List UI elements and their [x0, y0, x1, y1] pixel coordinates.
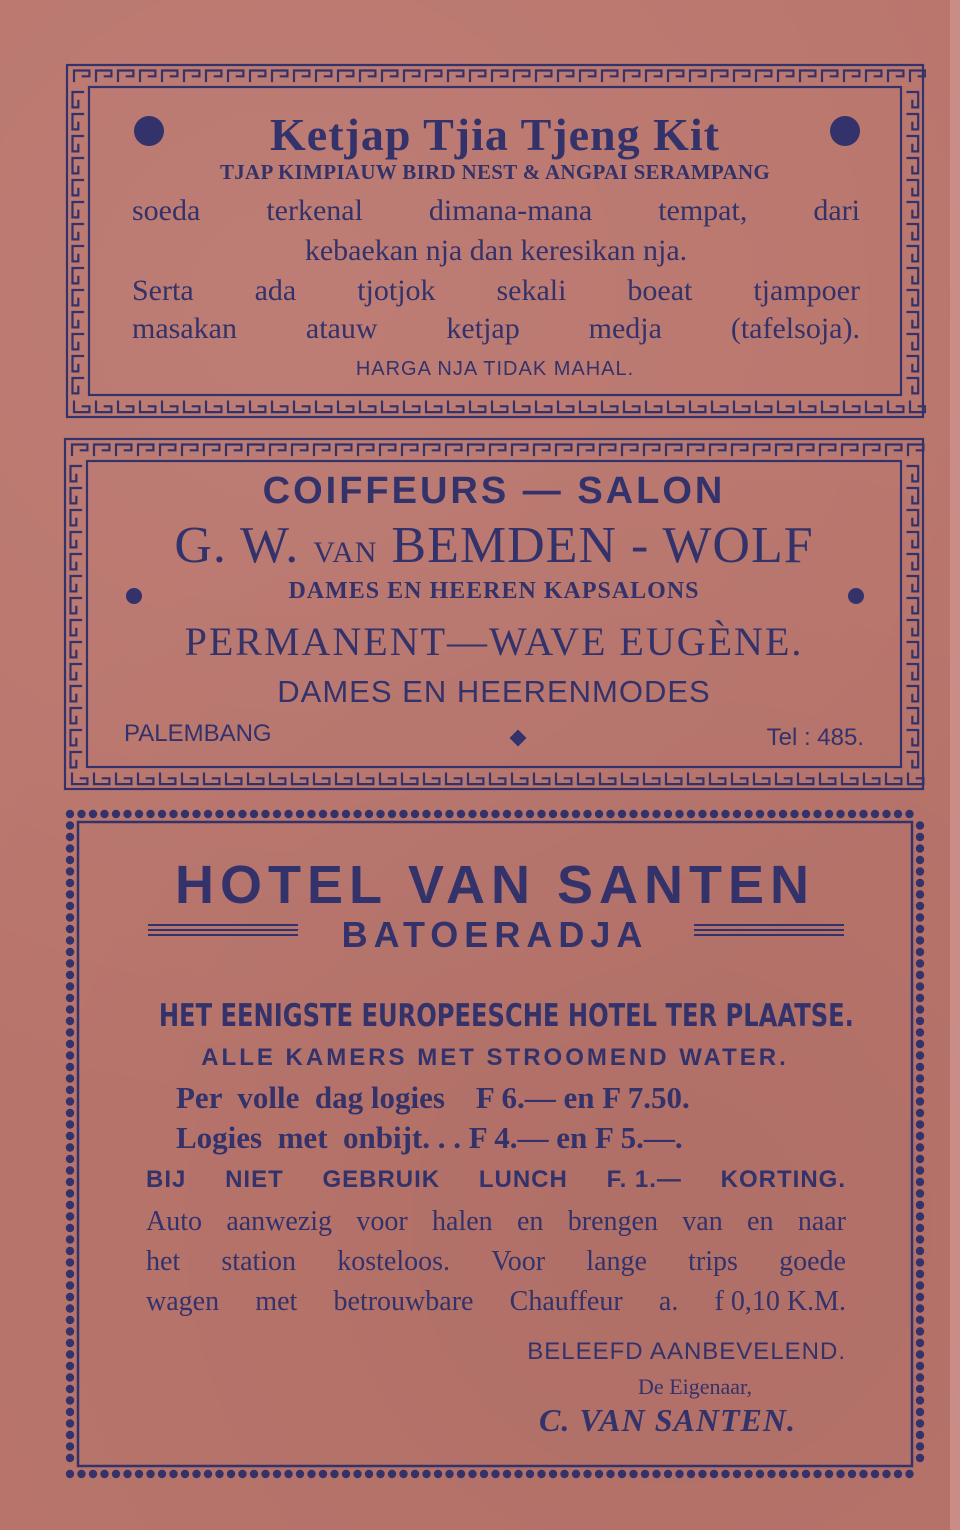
word: brengen [567, 1206, 658, 1237]
word: dari [813, 194, 860, 227]
word: voor [356, 1206, 408, 1237]
hotel-rooms: ALLE KAMERS MET STROOMEND WATER. [201, 1044, 789, 1071]
word: ada [254, 274, 297, 307]
salon-permanent-wave: PERMANENT—WAVE EUGÈNE. [184, 619, 804, 664]
word: en [747, 1206, 774, 1237]
word: atauw [305, 312, 378, 345]
ketjap-line-3 [132, 274, 860, 308]
word: lange [586, 1246, 647, 1277]
salon-telephone: Tel : 485. [766, 724, 864, 751]
word: terkenal [266, 194, 363, 227]
word: station [221, 1246, 297, 1277]
word: GEBRUIK [322, 1166, 441, 1193]
hotel-owner-label: De Eigenaar, [638, 1374, 752, 1399]
word: soeda [132, 194, 201, 227]
salon-owner-name [62, 516, 926, 575]
word: tjampoer [753, 274, 860, 307]
ketjap-line-1 [132, 194, 860, 228]
salon-city: PALEMBANG [124, 720, 272, 747]
hotel-advertisement [64, 808, 926, 1480]
hotel-signature: C. VAN SANTEN. [538, 1402, 796, 1438]
salon-heading: COIFFEURS — SALON [262, 470, 726, 512]
word: Voor [491, 1246, 546, 1277]
ketjap-line-4 [132, 312, 860, 346]
word: LUNCH [478, 1166, 568, 1193]
word: met [255, 1286, 298, 1317]
word: tjotjok [357, 274, 436, 307]
hotel-town: BATOERADJA [341, 914, 649, 955]
hotel-title: HOTEL VAN SANTEN [174, 855, 816, 915]
double-rule [694, 924, 844, 938]
word: goede [779, 1246, 846, 1277]
ketjap-price-note: HARGA NJA TIDAK MAHAL. [355, 358, 635, 380]
word: wagen [146, 1286, 220, 1317]
salon-modes: DAMES EN HEERENMODES [277, 674, 711, 709]
word: trips [688, 1246, 738, 1277]
word: KORTING. [720, 1166, 846, 1193]
word: dimana-mana [428, 194, 593, 227]
word: kosteloos. [337, 1246, 451, 1277]
page-edge [950, 0, 960, 1530]
word: tempat, [658, 194, 748, 227]
word: betrouwbare [333, 1286, 474, 1317]
word: ketjap [446, 312, 520, 345]
word: van [682, 1206, 723, 1237]
hotel-day-price: Per volle dag logies F 6.— en F 7.50. [176, 1080, 690, 1115]
salon-subtitle: DAMES EN HEEREN KAPSALONS [288, 578, 700, 604]
hotel-claim: HET EENIGSTE EUROPEESCHE HOTEL TER PLAATSE. [158, 998, 854, 1034]
line-text: kebaekan nja dan keresikan nja. [304, 234, 688, 267]
word: masakan [132, 312, 237, 345]
word: aanwezig [226, 1206, 333, 1237]
name-part: BEMDEN - WOLF [391, 517, 814, 574]
word: boeat [627, 274, 693, 307]
word: Chauffeur [509, 1286, 623, 1317]
hotel-breakfast-price: Logies met onbijt. . . F 4.— en F 5.—. [176, 1120, 683, 1155]
name-part: G. W. [174, 517, 300, 574]
ketjap-line-2 [132, 234, 860, 268]
word: F. 1.— [606, 1166, 682, 1193]
word: Auto [146, 1206, 202, 1237]
hotel-transport-line-3 [146, 1286, 846, 1318]
word: NIET [225, 1166, 284, 1193]
ketjap-advertisement [64, 62, 926, 420]
ketjap-title: Ketjap Tjia Tjeng Kit [270, 109, 720, 160]
ketjap-subtitle: TJAP KIMPIAUW BIRD NEST & ANGPAI SERAMPANG [219, 160, 771, 184]
word: BIJ [146, 1166, 187, 1193]
word: (tafelsoja). [730, 312, 860, 345]
word: halen [432, 1206, 493, 1237]
word: Serta [132, 274, 194, 307]
word: a. [658, 1286, 679, 1317]
hotel-transport-line-1 [146, 1206, 846, 1238]
coiffeur-advertisement [62, 436, 926, 792]
word: naar [797, 1206, 846, 1237]
word: medja [588, 312, 662, 345]
word: sekali [496, 274, 567, 307]
hotel-transport-line-2 [146, 1246, 846, 1278]
word: f 0,10 K.M. [714, 1286, 846, 1317]
word: het [146, 1246, 181, 1277]
hotel-lunch-discount [146, 1166, 846, 1194]
name-part: VAN [313, 536, 378, 569]
hotel-closing: BELEEFD AANBEVELEND. [527, 1338, 846, 1365]
word: en [517, 1206, 544, 1237]
